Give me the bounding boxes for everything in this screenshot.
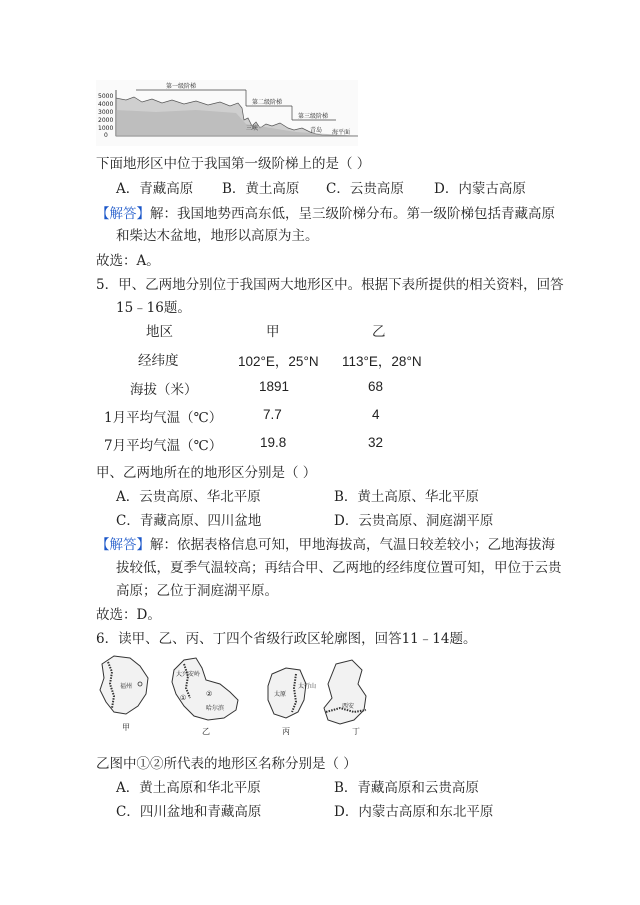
- option-text: 云贵高原、华北平原: [139, 489, 261, 505]
- table-cell: 1891: [259, 379, 290, 394]
- q5-answer-line1: [96, 533, 555, 553]
- q6-question: 乙图中①②所代表的地形区名称分别是（ ）: [96, 756, 357, 772]
- q4-answer-line2: 和柴达木盆地，地形以高原为主。: [116, 228, 319, 244]
- table-cell: 4: [372, 407, 380, 422]
- table-cell: 113°E，28°N: [342, 354, 422, 369]
- table-cell: 19.8: [260, 435, 287, 450]
- q4-option-b[interactable]: [222, 177, 299, 197]
- option-text: 内蒙古高原: [458, 181, 526, 197]
- option-letter: C．: [326, 181, 350, 197]
- option-text: 黄土高原: [245, 181, 300, 197]
- option-text: 黄土高原、华北平原: [357, 489, 479, 505]
- q5-option-b[interactable]: [334, 485, 479, 505]
- map-jia: [100, 656, 148, 732]
- option-letter: C．: [116, 513, 140, 529]
- answer-tag: 【解答】: [96, 206, 150, 222]
- table-header-jia: 甲: [266, 324, 280, 340]
- q5-intro-line1: 5．甲、乙两地分别位于我国两大地形区中。根据下表所提供的相关资料，回答: [96, 277, 564, 293]
- option-letter: B．: [334, 489, 358, 505]
- step1-label: 第一级阶梯: [166, 83, 197, 90]
- table-cell: 32: [368, 435, 384, 450]
- q6-option-c[interactable]: [116, 800, 261, 820]
- q5-answer-line2: 拔较低，夏季气温较高；再结合甲、乙两地的经纬度位置可知，甲位于云贵: [116, 560, 562, 576]
- answer-text: 解：我国地势西高东低，呈三级阶梯分布。第一级阶梯包括青藏高原: [150, 206, 555, 222]
- table-cell: 102°E，25°N: [238, 354, 319, 369]
- fuzhou-label: 福州: [120, 683, 133, 690]
- circle-2-label: ②: [206, 690, 213, 698]
- option-text: 云贵高原、洞庭湖平原: [358, 513, 494, 529]
- q6-option-d[interactable]: [334, 800, 493, 820]
- q5-choice: 故选：D。: [96, 607, 161, 623]
- q4-answer-line1: [96, 202, 555, 222]
- sanxia-label: 三峡: [246, 125, 259, 132]
- xian-label: 西安: [342, 703, 355, 710]
- option-letter: B．: [334, 780, 358, 796]
- answer-tag: 【解答】: [96, 537, 150, 553]
- q5-option-a[interactable]: [116, 485, 261, 505]
- option-text: 青藏高原和云贵高原: [357, 780, 479, 796]
- q6-option-b[interactable]: [334, 776, 479, 796]
- option-text: 青藏高原: [139, 181, 194, 197]
- table-cell: 7.7: [263, 407, 282, 422]
- qingdao-label: 青岛: [310, 127, 323, 134]
- answer-text: 解：依据表格信息可知，甲地海拔高，气温日较差较小；乙地海拔海: [150, 537, 555, 553]
- step2-label: 第二级阶梯: [252, 99, 283, 106]
- q5-option-c[interactable]: [116, 509, 261, 529]
- y-tick: 5000: [98, 93, 114, 100]
- map-yi-label: 乙: [202, 727, 210, 736]
- haerbin-label: 哈尔滨: [206, 705, 225, 712]
- q5-option-d[interactable]: [334, 509, 493, 529]
- q6-intro: 6．读甲、乙、丙、丁四个省级行政区轮廓图，回答11﹣14题。: [96, 631, 477, 647]
- option-letter: D．: [334, 513, 359, 529]
- table-row-label: 经纬度: [138, 353, 179, 369]
- q4-option-a[interactable]: [116, 177, 193, 197]
- step3-label: 第三级阶梯: [298, 113, 329, 120]
- q5-question: 甲、乙两地所在的地形区分别是（ ）: [96, 465, 317, 481]
- option-text: 黄土高原和华北平原: [139, 780, 261, 796]
- circle-1-label: ①: [180, 694, 187, 702]
- q6-option-a[interactable]: [116, 776, 261, 796]
- option-letter: A．: [116, 780, 140, 796]
- q4-option-d[interactable]: [434, 177, 526, 197]
- table-cell: 68: [368, 379, 384, 394]
- option-letter: A．: [116, 489, 140, 505]
- q4-question: 下面地形区中位于我国第一级阶梯上的是（ ）: [96, 156, 371, 172]
- map-jia-label: 甲: [122, 723, 130, 732]
- table-row-label: 7月平均气温（℃）: [104, 438, 223, 454]
- table-header-region: 地区: [146, 324, 173, 340]
- y-tick: 4000: [98, 101, 114, 108]
- option-text: 青藏高原、四川盆地: [139, 513, 262, 529]
- q4-option-c[interactable]: [326, 177, 404, 197]
- map-yi: [172, 658, 238, 736]
- map-ding-label: 丁: [352, 727, 360, 736]
- terrain-profile-figure: [96, 80, 358, 146]
- daxinganling-label: 大兴安岭: [176, 671, 201, 678]
- taihang-label: 太行山: [298, 683, 317, 690]
- option-text: 内蒙古高原和东北平原: [358, 804, 494, 820]
- table-row-label: 1月平均气温（℃）: [104, 410, 223, 426]
- q4-choice: 故选：A。: [96, 253, 160, 269]
- map-bing: [268, 668, 316, 736]
- y-tick: 2000: [98, 117, 114, 124]
- option-letter: D．: [434, 181, 459, 197]
- y-tick: 3000: [98, 109, 114, 116]
- q5-intro-line2: 15﹣16题。: [116, 300, 191, 316]
- option-text: 云贵高原: [349, 181, 404, 197]
- table-row-label: 海拔（米）: [130, 382, 198, 398]
- map-bing-label: 丙: [282, 727, 290, 736]
- sea-level-label: 海平面: [332, 129, 351, 136]
- y-tick: 0: [104, 132, 108, 139]
- taiyuan-label: 太原: [274, 691, 287, 698]
- option-letter: C．: [116, 804, 140, 820]
- option-text: 四川盆地和青藏高原: [139, 804, 262, 820]
- q5-answer-line3: 高原；乙位于洞庭湖平原。: [116, 583, 278, 599]
- y-tick: 1000: [98, 125, 114, 132]
- province-outline-maps: [96, 650, 382, 738]
- option-letter: A．: [116, 181, 140, 197]
- option-letter: D．: [334, 804, 359, 820]
- table-header-yi: 乙: [372, 324, 386, 340]
- option-letter: B．: [222, 181, 246, 197]
- map-ding: [324, 660, 366, 736]
